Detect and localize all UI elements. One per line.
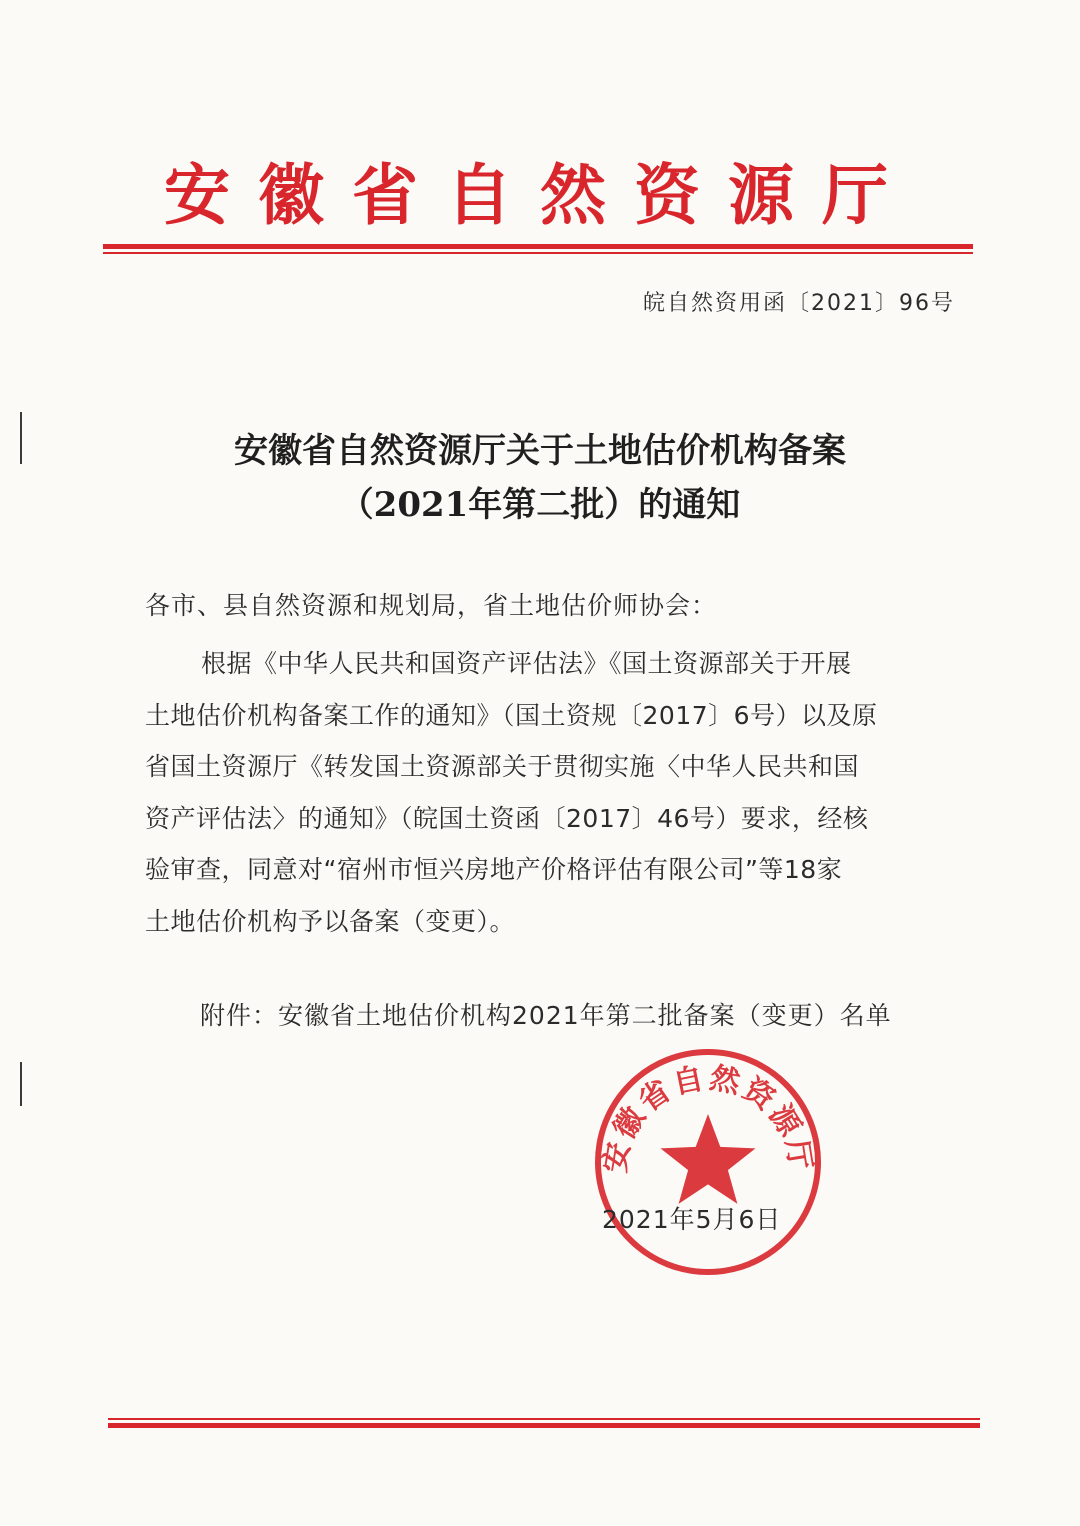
document-title-line-2: （2021年第二批）的通知	[339, 485, 741, 525]
body-line: 土地估价机构备案工作的通知》（国土资规〔2017〕6号）以及原	[145, 700, 878, 730]
letterhead-red-rule	[103, 244, 973, 254]
document-number: 皖自然资用函〔2021〕96号	[643, 291, 955, 316]
document-title	[100, 424, 980, 532]
body-line: 省国土资源厅《转发国土资源部关于贯彻实施〈中华人民共和国	[145, 752, 860, 781]
document-title-line-1: 安徽省自然资源厅关于土地估价机构备案	[234, 431, 846, 471]
scan-mark	[20, 412, 22, 464]
official-seal	[592, 1046, 824, 1278]
body-line: 验审查，同意对“宿州市恒兴房地产价格评估有限公司”等18家	[145, 855, 843, 884]
letterhead-org-name: 安徽省自然资源厅	[164, 156, 916, 234]
body-paragraph	[145, 638, 971, 947]
scan-mark	[20, 1062, 22, 1106]
footer-red-rule	[108, 1418, 980, 1428]
body-line: 土地估价机构予以备案（变更）。	[145, 906, 516, 936]
body-line: 根据《中华人民共和国资产评估法》《国土资源部关于开展	[201, 649, 852, 678]
issue-date: 2021年5月6日	[602, 1205, 782, 1234]
recipients-line: 各市、县自然资源和规划局，省土地估价师协会：	[145, 591, 718, 620]
body-line: 资产评估法〉的通知》（皖国土资函〔2017〕46号）要求，经核	[145, 803, 869, 833]
star-icon	[661, 1114, 756, 1204]
seal-text: 安徽省自然资源厅	[597, 1060, 819, 1176]
attachment-note: 附件：安徽省土地估价机构2021年第二批备案（变更）名单	[200, 1001, 892, 1030]
